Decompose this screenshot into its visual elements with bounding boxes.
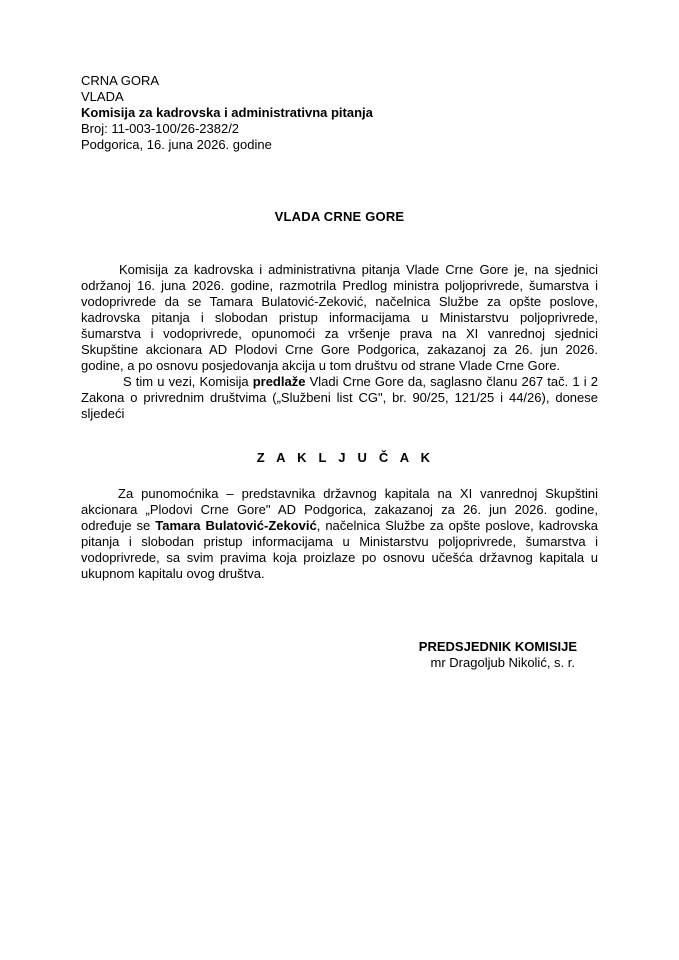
commission-name: Komisija za kadrovska i administrativna pitanja <box>81 105 373 120</box>
proposal-keyword: predlaže <box>252 374 306 389</box>
government-name: VLADA <box>81 89 124 104</box>
signatory-name: mr Dragoljub Nikolić, s. r. <box>430 655 575 670</box>
intro-section <box>81 262 598 422</box>
country-name: CRNA GORA <box>81 73 160 88</box>
proposal-text-start: S tim u vezi, Komisija <box>123 374 253 389</box>
document-header <box>81 73 373 153</box>
signatory-title: PREDSJEDNIK KOMISIJE <box>418 639 577 654</box>
proposal-text-end: Vladi Crne Gore da, saglasno članu 267 tač. 1 i 2 Zakona o privrednim društvima („Službeni list CG", br. 90/25, 121/25 i 44/26), donese sljedeći <box>81 374 598 421</box>
conclusion-text-start: Za punomoćnika – predstavnika državnog kapitala na XI vanrednoj Skupštini akcionara „Plodovi Crne Gore" AD Podgorica, zakazanoj za 26. jun 2026. godine, određuje se <box>81 486 598 533</box>
appointee-name: Tamara Bulatović-Zeković <box>155 518 317 533</box>
addressee-title: VLADA CRNE GORE <box>274 209 405 224</box>
intro-paragraph: Komisija za kadrovska i administrativna pitanja Vlade Crne Gore je, na sjednici održanoj 16. juna 2026. godine, razmotrila Predlog ministra poljoprivrede, šumarstva i vodoprivrede da se Tamara Bulatović-Zeković, načelnica Službe za opšte poslove, kadrovska pitanja i slobodan pristup informacijama u Ministarstvu poljoprivrede, šumarstva i vodoprivrede, opunomoći za vršenje prava na XI vanrednoj sjednici Skupštine akcionara AD Plodovi Crne Gore Podgorica, zakazanoj za 26. jun 2026. godine, a po osnovu posjedovanja akcija u tom društvu od strane Vlade Crne Gore. <box>81 262 598 373</box>
conclusion-section <box>81 486 598 582</box>
proposal-paragraph <box>81 374 598 422</box>
document-number: Broj: 11-003-100/26-2382/2 <box>81 121 240 136</box>
conclusion-paragraph <box>81 486 598 582</box>
conclusion-text-end: , načelnica Službe za opšte poslove, kadrovska pitanja i slobodan pristup informacijama u Ministarstvu poljoprivrede, šumarstva i vodoprivrede, sa svim pravima koja proizlaze po osnovu učešća državnog kapitala u ukupnom kapitalu ovog društva. <box>81 518 598 581</box>
signature-block <box>419 639 577 671</box>
conclusion-title: Z A K L J U Č A K <box>256 450 435 465</box>
place-and-date: Podgorica, 16. juna 2026. godine <box>81 137 272 152</box>
